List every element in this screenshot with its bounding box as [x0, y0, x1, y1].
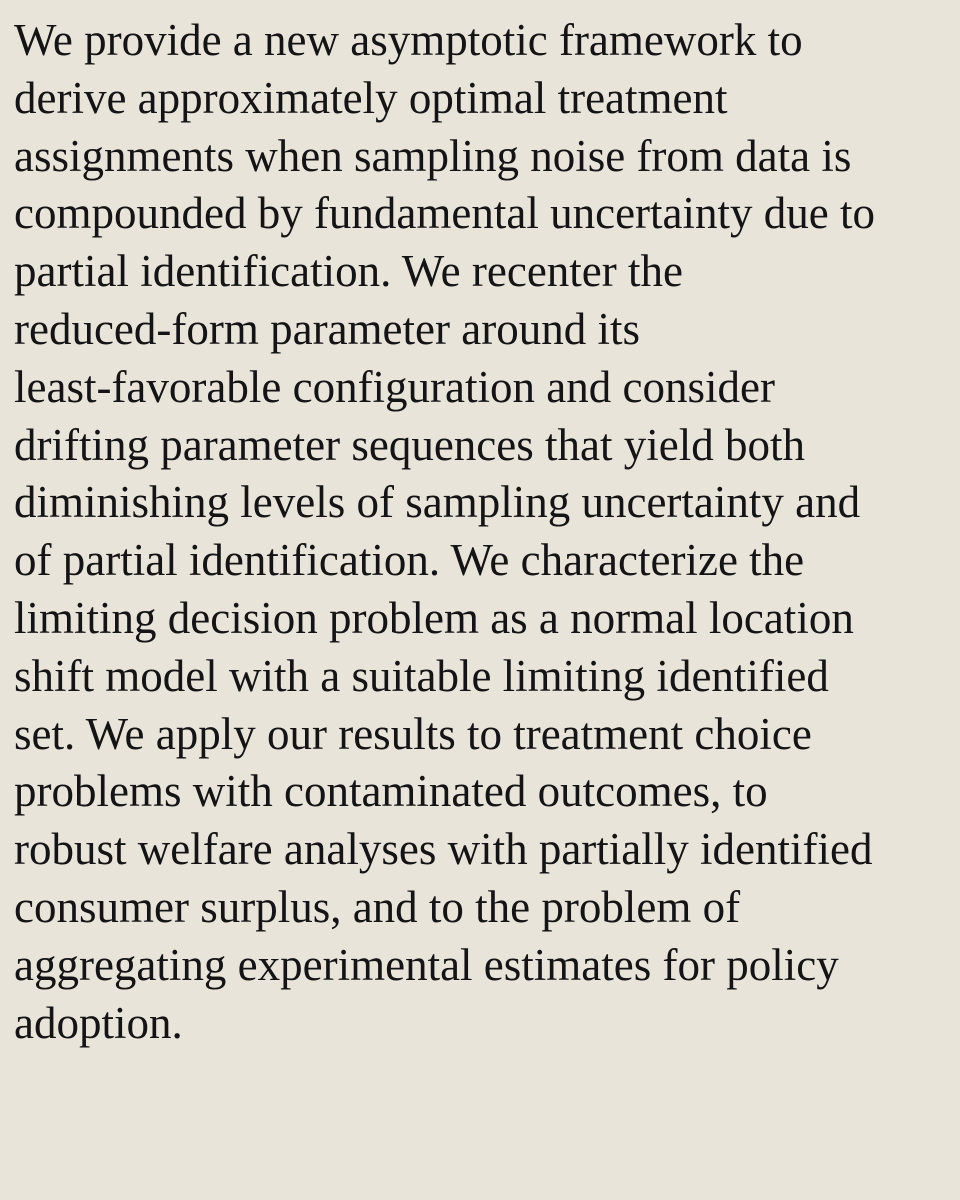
abstract-line: adoption. [14, 997, 183, 1048]
abstract-line: limiting decision problem as a normal location [14, 592, 854, 643]
abstract-line: diminishing levels of sampling uncertainty and [14, 477, 861, 528]
abstract-line: robust welfare analyses with partially identified [14, 824, 873, 875]
abstract-text [14, 12, 875, 1052]
abstract-line: derive approximately optimal treatment [14, 72, 728, 123]
abstract-line: least-favorable configuration and consider [14, 361, 775, 412]
abstract-line: shift model with a suitable limiting identified [14, 650, 829, 701]
abstract-line: assignments when sampling noise from data is [14, 130, 852, 181]
abstract-line: compounded by fundamental uncertainty due to [14, 188, 875, 239]
abstract-line: partial identification. We recenter the [14, 246, 683, 297]
abstract-line: problems with contaminated outcomes, to [14, 766, 768, 817]
abstract-line: set. We apply our results to treatment choice [14, 708, 812, 759]
abstract-line: reduced-form parameter around its [14, 303, 640, 354]
abstract-line: drifting parameter sequences that yield both [14, 419, 805, 470]
abstract-line: of partial identification. We characterize the [14, 535, 805, 586]
abstract-line: consumer surplus, and to the problem of [14, 881, 741, 932]
abstract-line: We provide a new asymptotic framework to [14, 15, 803, 65]
abstract-line: aggregating experimental estimates for policy [14, 939, 839, 990]
